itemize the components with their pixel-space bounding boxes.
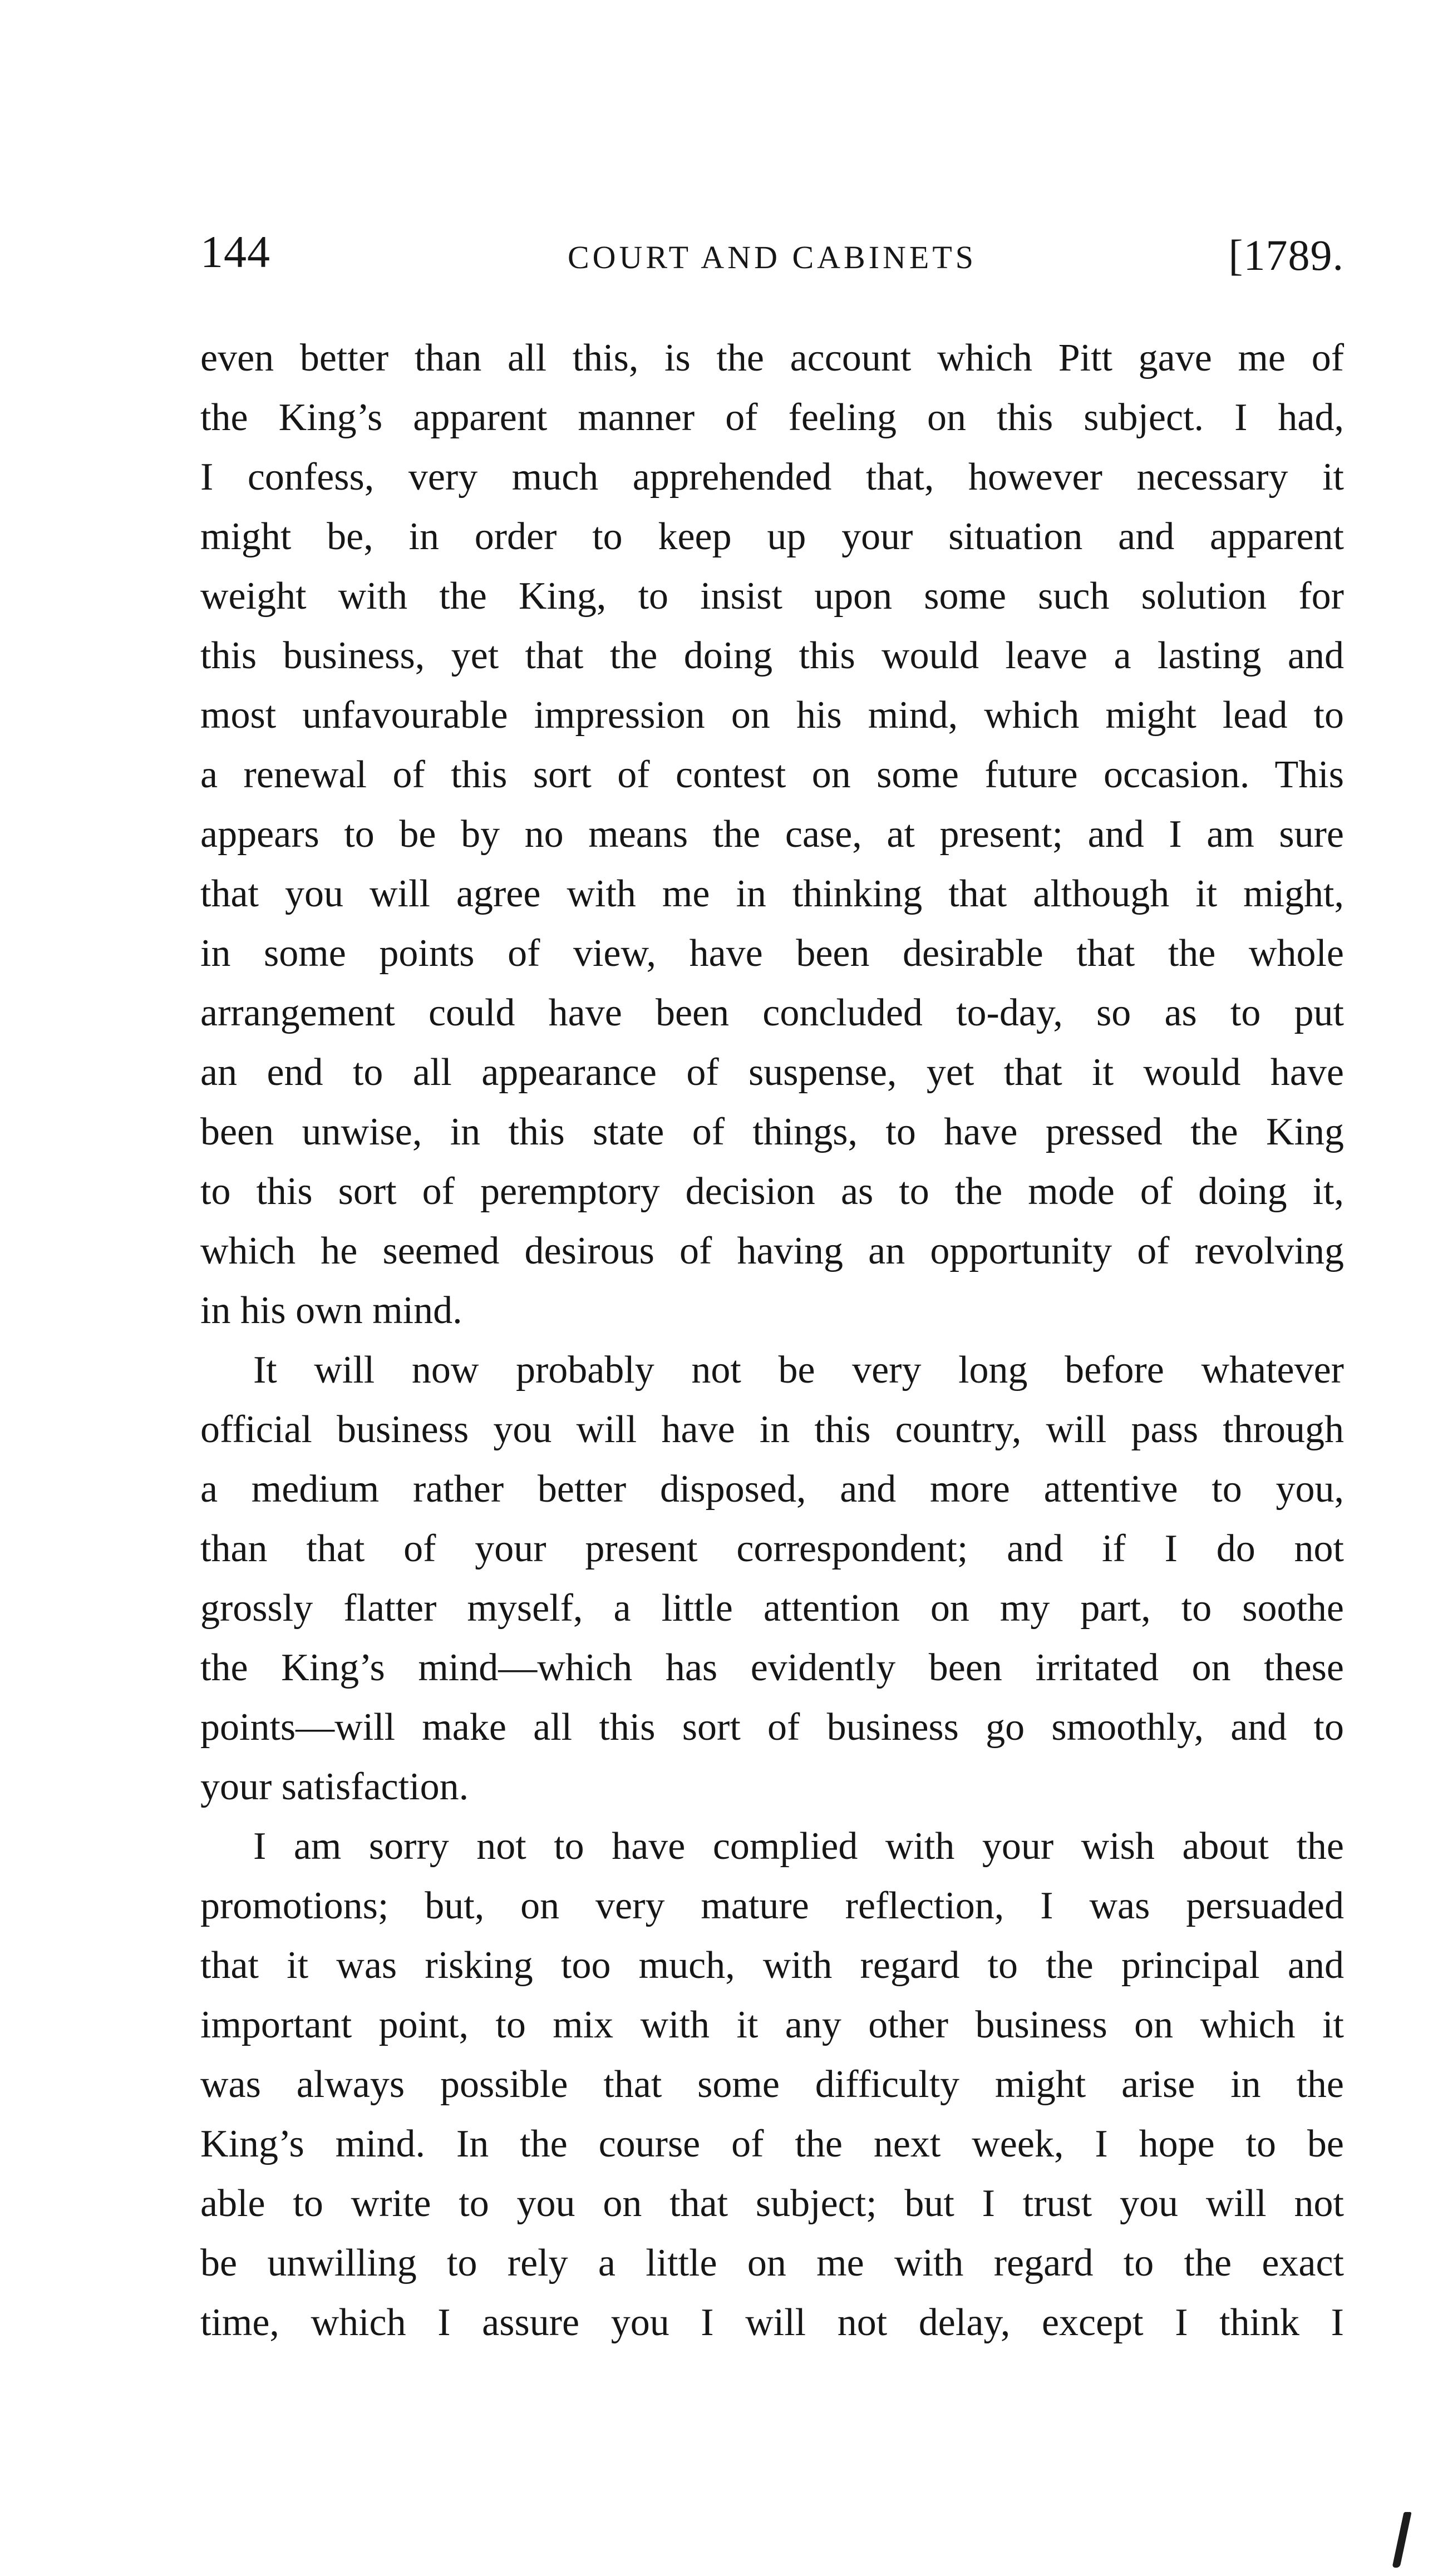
text-line: an end to all appearance of suspense, yet that it would have xyxy=(200,1051,1344,1094)
text-line: most unfavourable impression on his mind, which might lead to xyxy=(200,694,1344,737)
paragraph-3 xyxy=(200,1817,1344,2352)
text-line: the King’s mind—which has evidently been irritated on these xyxy=(200,1646,1344,1689)
text-line: promotions; but, on very mature reflection, I was persuaded xyxy=(200,1884,1344,1927)
text-line: that you will agree with me in thinking that although it might, xyxy=(200,872,1344,915)
text-line: official business you will have in this country, will pass through xyxy=(200,1408,1344,1451)
text-line: grossly flatter myself, a little attention on my part, to soothe xyxy=(200,1587,1344,1630)
text-line: appears to be by no means the case, at present; and I am sure xyxy=(200,813,1344,856)
text-line: a medium rather better disposed, and more attentive to you, xyxy=(200,1468,1344,1511)
running-year: [1789. xyxy=(1228,231,1344,279)
text-line: time, which I assure you I will not delay, except I think I xyxy=(200,2301,1344,2344)
text-line: I am sorry not to have complied with your wish about the xyxy=(253,1825,1344,1868)
text-line: be unwilling to rely a little on me with regard to the exact xyxy=(200,2242,1344,2284)
text-line: been unwise, in this state of things, to have pressed the King xyxy=(200,1111,1344,1153)
text-line: might be, in order to keep up your situation and apparent xyxy=(200,515,1344,558)
text-line: arrangement could have been concluded to-day, so as to put xyxy=(200,991,1344,1034)
text-line: in some points of view, have been desirable that the whole xyxy=(200,932,1344,975)
page-number: 144 xyxy=(200,226,270,277)
text-line: a renewal of this sort of contest on some future occasion. This xyxy=(200,753,1344,796)
text-line: than that of your present correspondent; and if I do not xyxy=(200,1527,1344,1570)
text-line: King’s mind. In the course of the next week, I hope to be xyxy=(200,2123,1344,2165)
text-line: able to write to you on that subject; but I trust you will not xyxy=(200,2182,1344,2225)
paragraph-2 xyxy=(200,1340,1344,1817)
text-line: I confess, very much apprehended that, however necessary it xyxy=(200,456,1344,499)
running-title: COURT AND CABINETS xyxy=(567,239,977,275)
paragraph-1 xyxy=(200,328,1344,1340)
text-line: even better than all this, is the account which Pitt gave me of xyxy=(200,337,1344,379)
text-line: that it was risking too much, with regard to the principal and xyxy=(200,1944,1344,1987)
text-line: this business, yet that the doing this would leave a lasting and xyxy=(200,634,1344,677)
text-line: It will now probably not be very long before whatever xyxy=(253,1349,1344,1391)
body-text xyxy=(200,328,1344,2387)
text-line: in his own mind. xyxy=(200,1289,462,1332)
text-line: points—will make all this sort of business go smoothly, and to xyxy=(200,1706,1344,1749)
text-line: the King’s apparent manner of feeling on this subject. I had, xyxy=(200,396,1344,439)
text-line: to this sort of peremptory decision as to the mode of doing it, xyxy=(200,1170,1344,1213)
text-line: your satisfaction. xyxy=(200,1765,469,1808)
ink-mark xyxy=(1392,2512,1411,2568)
text-line: was always possible that some difficulty might arise in the xyxy=(200,2063,1344,2106)
text-line: weight with the King, to insist upon some such solution for xyxy=(200,575,1344,618)
text-line: which he seemed desirous of having an opportunity of revolving xyxy=(200,1230,1344,1272)
text-line: important point, to mix with it any other business on which it xyxy=(200,2003,1344,2046)
running-head xyxy=(200,221,1344,283)
